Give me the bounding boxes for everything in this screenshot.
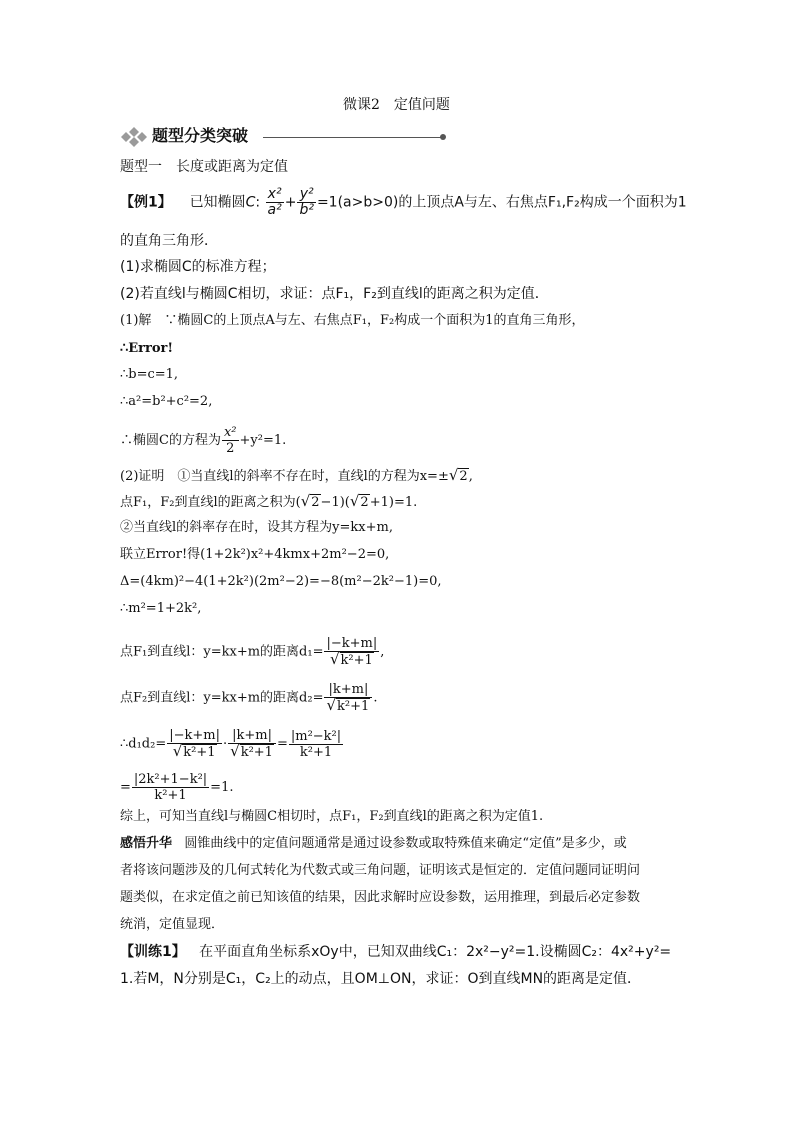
example-given: =1(a>b>0)的上顶点A与左、右焦点F₁,F₂构成一个面积为1 (316, 194, 687, 211)
fraction-result: $\frac{\text{|2k²+1−k²|}}{\text{k²+1}}$ (133, 772, 208, 803)
var-c: C (245, 194, 256, 211)
step-bc: ∴b=c=1, (120, 367, 179, 382)
insight-label: 感悟升华 (120, 836, 173, 851)
discriminant: Δ=(4km)²−4(1+2k²)(2m²−2)=−8(m²−2k²−1)=0, (120, 574, 442, 589)
fraction-prod-2: $\frac{|k+m|}{\text{√k²+1}}$ (228, 728, 276, 760)
section-header: 题型分类突破 (152, 126, 249, 145)
combine-equations: 联立Error!得(1+2k²)x²+4kmx+2m²−2=0, (120, 547, 390, 562)
distance-product-case1: 点F₁，F₂到直线l的距离之积为(√2−1)(√2+1)=1. (120, 492, 418, 510)
fraction-prod-3: $\frac{\text{|m²−k²|}}{\text{k²+1}}$ (290, 728, 342, 760)
topic-heading: 题型一 长度或距离为定值 (120, 159, 288, 175)
header-divider (263, 137, 443, 138)
insight-line-3: 题类似，在求定值之前已知该值的结果，因此求解时应设参数，运用推理，到最后必定参数 (120, 890, 641, 905)
insight-line-4: 统消，定值显现． (120, 917, 225, 932)
proof-case2: ②当直线l的斜率存在时，设其方程为y=kx+m, (120, 520, 393, 535)
conclusion: 综上，可知当直线l与椭圆C相切时，点F₁，F₂到直线l的距离之积为定值1. (120, 809, 544, 824)
fraction-y2-b2: $\frac{\text{y²}}{\text{b²}}$ (299, 186, 314, 218)
distance-product: ∴d₁d₂= $\frac{|-k+m|}{\text{√k²+1}}$ · $\frac{|k+m|}{\text{√k²+1}}$ = $\frac{\text{|m²−k²|}}{\text{k²+1}}$ (120, 728, 342, 760)
example-line-1: 【例1】 已知椭圆C: $\frac{\text{x²}}{\text{a²}}$ + $\frac{\text{y²}}{\text{b²}}$ =1(a>b>0)的上顶点A与左、右焦点F₁,F₂构成一个面积为1 (120, 186, 687, 218)
m-squared: ∴m²=1+2k², (120, 601, 202, 616)
example-intro: 已知椭圆 (189, 194, 246, 211)
fraction-d1: $\frac{|-k+m|}{\text{√k²+1}}$ (326, 636, 378, 668)
question-2: (2)若直线l与椭圆C相切，求证：点F₁，F₂到直线l的距离之积为定值． (120, 286, 549, 302)
solution-part1: (1)解 ∵椭圆C的上顶点A与左、右焦点F₁，F₂构成一个面积为1的直角三角形， (120, 313, 585, 328)
distance-d1: 点F₁到直线l：y=kx+m的距离d₁= $\frac{|-k+m|}{\text{√k²+1}}$ , (120, 636, 385, 668)
insight-line-2: 者将该问题涉及的几何式转化为代数式或三角问题，证明该式是恒定的．定值问题同证明问 (120, 863, 641, 878)
training-label: 【训练1】 (120, 944, 186, 960)
header-divider-dot (440, 134, 446, 140)
question-1: (1)求椭圆C的标准方程； (120, 259, 276, 275)
diamond-ornament-icon (120, 126, 148, 148)
product-result: = $\frac{\text{|2k²+1−k²|}}{\text{k²+1}}$ =1. (120, 772, 234, 803)
fraction-d2: $\frac{|k+m|}{\text{√k²+1}}$ (324, 682, 372, 714)
training-line-1: 【训练1】 在平面直角坐标系xOy中，已知双曲线C₁：2x²−y²=1.设椭圆C₂：4x²+y²= (120, 944, 672, 960)
training-line-2: 1.若M，N分别是C₁，C₂上的动点，且OM⊥ON，求证：O到直线MN的距离是定值． (120, 971, 642, 987)
fraction-prod-1: $\frac{|-k+m|}{\text{√k²+1}}$ (169, 728, 220, 760)
fraction-x2-over-2: $\frac{\text{x²}}{2}$ (223, 425, 237, 456)
step-a2: ∴a²=b²+c²=2, (120, 394, 213, 409)
fraction-x2-a2: $\frac{\text{x²}}{\text{a²}}$ (267, 186, 282, 218)
ellipse-equation: ∴椭圆C的方程为 $\frac{\text{x²}}{2}$ +y²=1. (120, 425, 287, 456)
page-title: 微课2 定值问题 (343, 97, 450, 113)
insight-line-1: 感悟升华 圆锥曲线中的定值问题通常是通过设参数或取特殊值来确定“定值”是多少，或 (120, 836, 627, 851)
distance-d2: 点F₂到直线l：y=kx+m的距离d₂= $\frac{|k+m|}{\text{√k²+1}}$ . (120, 682, 378, 714)
error-placeholder-1: ∴Error! (120, 341, 174, 356)
example-line-2: 的直角三角形． (120, 233, 218, 249)
example-label: 【例1】 (120, 194, 172, 211)
proof-case1: (2)证明 ①当直线l的斜率不存在时，直线l的方程为x=±√2, (120, 466, 473, 484)
